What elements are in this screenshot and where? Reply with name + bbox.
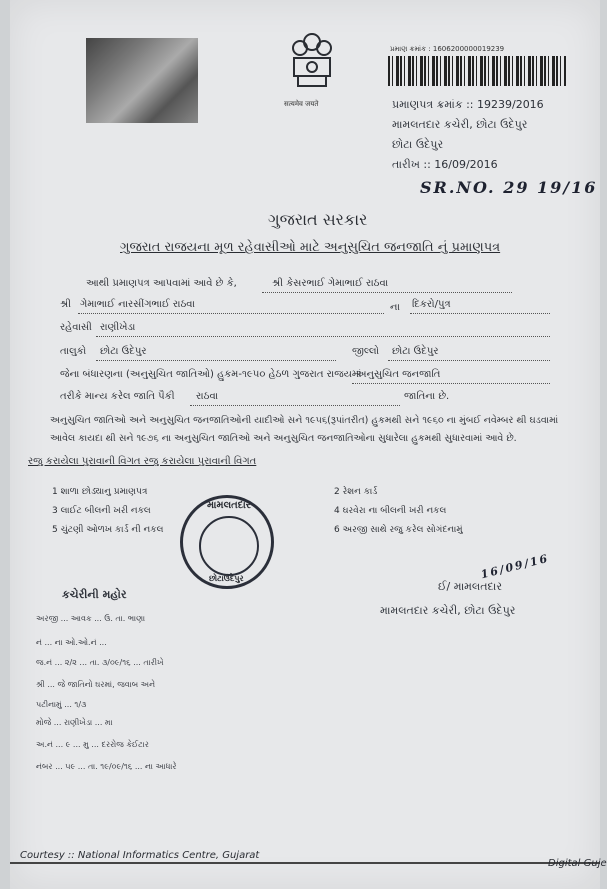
issuing-office: મામલતદાર કચેરી, છોટા ઉદેપુર: [392, 118, 528, 131]
stamp-line: નંબર ... ૫૯ ... તા. ૧૯/૦૯/૧૬ ... ના આધારે: [36, 762, 177, 771]
tribe-value: રાઠવા: [196, 391, 219, 402]
stamp-line: અરજી ... આવક ... ઉ. તા. ભાણા: [36, 614, 146, 623]
certify-prefix: આથી પ્રમાણપત્ર આપવામાં આવે છે કે,: [86, 278, 237, 289]
courtesy-text: Courtesy :: National Informatics Centre, Gujarat: [20, 850, 260, 861]
handwritten-serial: SR.NO. 29 19/16: [420, 178, 598, 197]
barcode-serial: પ્રમાણ ક્રમાંક : 1606200000019239: [390, 45, 505, 53]
signatory-title: ઈ/ મામલતદાર: [438, 580, 503, 593]
stamp-line: મોજે ... રાણીખેડા ... મા: [36, 718, 113, 727]
stamp-line: અ.નં ... ૯ ... મુ ... દરરોજ કેઈટાર: [36, 740, 149, 749]
district-value: છોટા ઉદેપુર: [392, 346, 439, 357]
document-item: 5 ચુંટણી ઓળખ કાર્ડ ની નકલ: [52, 525, 164, 535]
document-item: 4 ઘરવેરા ના બીલની ખરી નકલ: [334, 506, 447, 516]
stamp-line: જ.નં ... ૨/૨ ... તા. ૩/૦૯/૧૬ ... તારીખે: [36, 658, 164, 667]
district-label: જીલ્લો: [352, 346, 380, 357]
seal-emblem-icon: [199, 516, 259, 576]
stamp-line: નં ... ના ઓ.ઓ.નં ...: [36, 638, 107, 647]
document-item: 3 લાઈટ બીલની ખરી નકલ: [52, 506, 151, 516]
certificate-title: ગુજરાત રાજયના મૂળ રહેવાસીઓ માટે અનુસુચિત જનજાતિ નું પ્રમાણપત્ર: [120, 240, 501, 255]
taluka-value: છોટા ઉદેપુર: [100, 346, 147, 357]
legal-paragraph: અનુસુચિત જાતિઓ અને અનુસુચિત જનજાતિઓની યાદીઓ સને ૧૯૫૬(રૂપાંતરીત) હુકમથી સને ૧૯૬૦ ના મુંબઈ નવેમ્બર થી ઘડવામાં આવેલ કાયદા થી સને ૧૯૭૬ ના અનુસુચિત જાતિઓ અને અનુસુચિત જનજાતિઓના સુધારેલા હુકમથી સુધારવામાં આવે છે.: [50, 415, 559, 444]
resident-label: રહેવાસી: [60, 322, 92, 333]
digital-gujarat-text: Digital Guje: [548, 858, 607, 869]
relation: દિકરો/પુત્ર: [412, 299, 451, 310]
stamp-line: શ્રી ... જે જાતિનો ઘરમાં, જવાબ અને: [36, 680, 156, 689]
state-emblem: [282, 30, 342, 100]
footer-rule: [10, 862, 600, 864]
seal-bottom-text: છોટાઉદેપુર: [209, 574, 244, 583]
resident-value: રાણીખેડા: [100, 322, 136, 333]
caste-suffix: જાતિના છે.: [404, 391, 450, 402]
document-item: 2 રેશન કાર્ડ: [334, 487, 378, 497]
certificate-number: પ્રમાણપત્ર ક્રમાંક :: 19239/2016: [392, 98, 544, 111]
applicant-name: શ્રી કેસરભાઈ ગેમાભાઈ રાઠવા: [272, 278, 389, 289]
applicant-photo: [86, 38, 198, 123]
documents-heading: રજુ કરાયેલા પુરાવાની વિગત રજુ કરાયેલા પુરાવાની વિગત: [28, 456, 257, 467]
emblem-caption: सत्यमेव जयते: [284, 100, 319, 108]
stamp-line: પટીનામું ... ૧/૩: [36, 700, 87, 709]
taluka-label: તાલુકો: [60, 346, 87, 357]
government-title: ગુજરાત સરકાર: [268, 210, 368, 229]
signatory-office: મામલતદાર કચેરી, છોટા ઉદેપુર: [380, 604, 516, 617]
office-stamp-heading: કચેરીની મહોર: [62, 588, 127, 601]
document-item: 6 અરજી સાથે રજુ કરેલ સોગંદનામું: [334, 525, 463, 535]
issuing-district: છોટા ઉદેપુર: [392, 138, 444, 151]
order-text: જેના બંધારણના (અનુસુચિત જાતિઓ) હુકમ-૧૯૫૦ હેઠળ ગુજરાત રાજયમાં: [60, 369, 362, 380]
mamlatdar-seal: [180, 495, 274, 589]
father-name: ગેમાભાઈ નારસીંગભાઈ રાઠવા: [80, 299, 195, 310]
barcode: [388, 56, 566, 86]
category-value: અનુસુચિત જનજાતિ: [356, 369, 441, 380]
document-item: 1 શાળા છોડ્યાનુ પ્રમાણપત્ર: [52, 487, 148, 497]
signature-handwritten: 16/09/16: [479, 551, 551, 582]
seal-top-text: મામલતદાર: [207, 500, 251, 511]
na-label: ના: [390, 302, 400, 313]
recognised-label: તરીકે માન્ય કરેલ જાતિ પૈકી: [60, 391, 175, 402]
shri-label: શ્રી: [60, 299, 72, 310]
issue-date: તારીખ :: 16/09/2016: [392, 158, 498, 171]
